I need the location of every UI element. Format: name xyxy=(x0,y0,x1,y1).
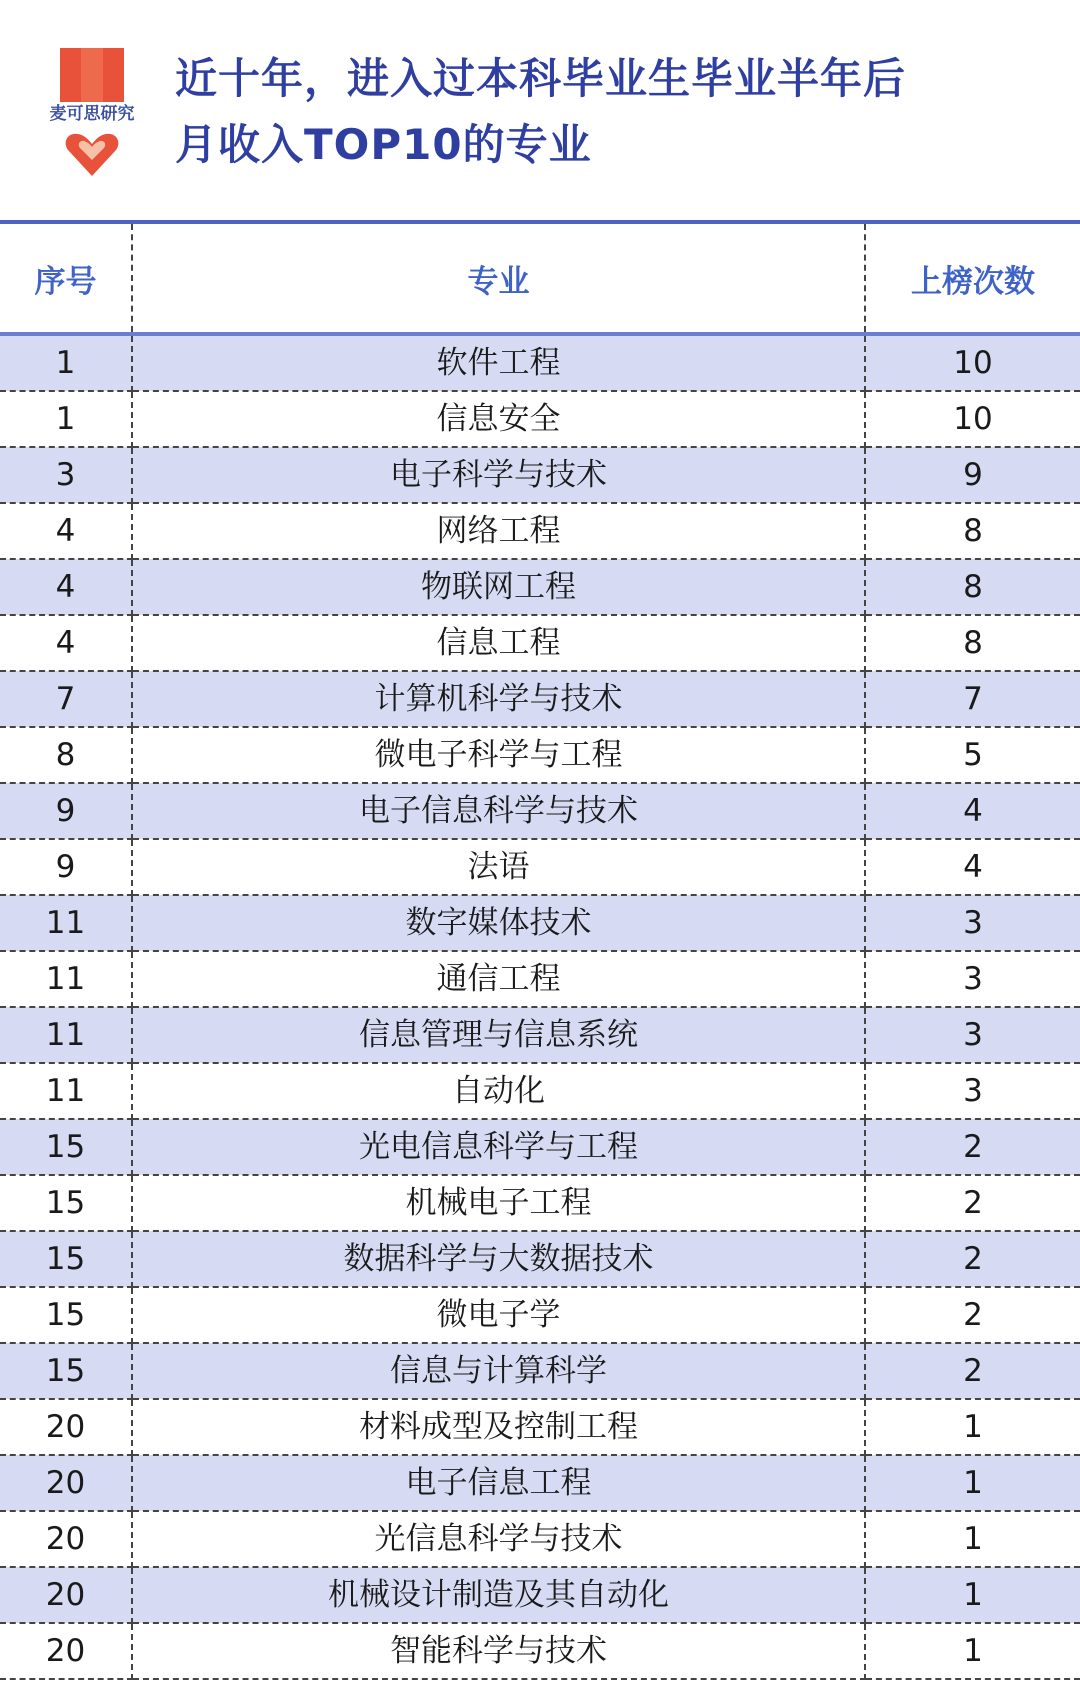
cell-count: 1 xyxy=(865,1511,1080,1567)
table-row xyxy=(0,1623,1080,1679)
cell-count: 4 xyxy=(865,839,1080,895)
table-row xyxy=(0,783,1080,839)
cell-major: 机械电子工程 xyxy=(132,1175,865,1231)
cell-rank: 15 xyxy=(0,1287,132,1343)
table-row xyxy=(0,839,1080,895)
table-row xyxy=(0,1343,1080,1399)
cell-rank: 11 xyxy=(0,1063,132,1119)
cell-count: 3 xyxy=(865,951,1080,1007)
cell-count: 8 xyxy=(865,615,1080,671)
cell-rank: 7 xyxy=(0,671,132,727)
cell-major: 微电子学 xyxy=(132,1287,865,1343)
cell-count: 7 xyxy=(865,671,1080,727)
cell-count: 2 xyxy=(865,1287,1080,1343)
cell-rank: 11 xyxy=(0,895,132,951)
cell-count: 2 xyxy=(865,1231,1080,1287)
cell-count: 2 xyxy=(865,1343,1080,1399)
cell-major: 电子信息科学与技术 xyxy=(132,783,865,839)
cell-major: 物联网工程 xyxy=(132,559,865,615)
table-row xyxy=(0,1287,1080,1343)
cell-rank: 15 xyxy=(0,1175,132,1231)
cell-major: 计算机科学与技术 xyxy=(132,671,865,727)
cell-major: 信息工程 xyxy=(132,615,865,671)
cell-major: 通信工程 xyxy=(132,951,865,1007)
cell-major: 机械设计制造及其自动化 xyxy=(132,1567,865,1623)
table-row xyxy=(0,1399,1080,1455)
cell-major: 光信息科学与技术 xyxy=(132,1511,865,1567)
table-row xyxy=(0,1231,1080,1287)
cell-rank: 15 xyxy=(0,1231,132,1287)
cell-rank: 20 xyxy=(0,1455,132,1511)
table-row xyxy=(0,671,1080,727)
cell-major: 电子科学与技术 xyxy=(132,447,865,503)
cell-count: 1 xyxy=(865,1399,1080,1455)
cell-rank: 20 xyxy=(0,1399,132,1455)
cell-count: 10 xyxy=(865,391,1080,447)
table-row xyxy=(0,447,1080,503)
table-row xyxy=(0,1511,1080,1567)
cell-count: 1 xyxy=(865,1455,1080,1511)
cell-rank: 1 xyxy=(0,391,132,447)
cell-count: 8 xyxy=(865,503,1080,559)
table-row xyxy=(0,334,1080,391)
cell-major: 法语 xyxy=(132,839,865,895)
header-major: 专业 xyxy=(132,224,865,334)
table-row xyxy=(0,1175,1080,1231)
page-header xyxy=(0,0,1080,220)
table-row xyxy=(0,895,1080,951)
cell-major: 电子信息工程 xyxy=(132,1455,865,1511)
cell-rank: 8 xyxy=(0,727,132,783)
cell-rank: 15 xyxy=(0,1343,132,1399)
table-header-row xyxy=(0,224,1080,334)
cell-major: 数据科学与大数据技术 xyxy=(132,1231,865,1287)
table-row xyxy=(0,1007,1080,1063)
table-row xyxy=(0,615,1080,671)
cell-major: 自动化 xyxy=(132,1063,865,1119)
table-row xyxy=(0,1455,1080,1511)
header-count: 上榜次数 xyxy=(865,224,1080,334)
cell-count: 3 xyxy=(865,895,1080,951)
table-row xyxy=(0,1567,1080,1623)
cell-major: 智能科学与技术 xyxy=(132,1623,865,1679)
table-body xyxy=(0,334,1080,1679)
cell-rank: 20 xyxy=(0,1567,132,1623)
cell-rank: 15 xyxy=(0,1119,132,1175)
cell-rank: 11 xyxy=(0,1007,132,1063)
title-line-2: 月收入TOP10的专业 xyxy=(175,120,592,169)
ranking-table xyxy=(0,224,1080,1680)
table-row xyxy=(0,503,1080,559)
table-row xyxy=(0,391,1080,447)
table-row xyxy=(0,1063,1080,1119)
cell-count: 2 xyxy=(865,1175,1080,1231)
cell-major: 数字媒体技术 xyxy=(132,895,865,951)
cell-major: 材料成型及控制工程 xyxy=(132,1399,865,1455)
cell-count: 3 xyxy=(865,1007,1080,1063)
cell-rank: 3 xyxy=(0,447,132,503)
logo-text: 麦可思研究 xyxy=(42,102,142,126)
cell-count: 2 xyxy=(865,1119,1080,1175)
cell-rank: 20 xyxy=(0,1623,132,1679)
ranking-table-container xyxy=(0,220,1080,1680)
cell-major: 微电子科学与工程 xyxy=(132,727,865,783)
cell-count: 10 xyxy=(865,334,1080,391)
cell-rank: 9 xyxy=(0,783,132,839)
table-row xyxy=(0,1119,1080,1175)
cell-rank: 4 xyxy=(0,615,132,671)
cell-rank: 9 xyxy=(0,839,132,895)
header-rank: 序号 xyxy=(0,224,132,334)
logo-bars xyxy=(60,48,124,108)
cell-count: 4 xyxy=(865,783,1080,839)
cell-major: 光电信息科学与工程 xyxy=(132,1119,865,1175)
cell-count: 1 xyxy=(865,1567,1080,1623)
cell-rank: 20 xyxy=(0,1511,132,1567)
cell-count: 8 xyxy=(865,559,1080,615)
table-row xyxy=(0,727,1080,783)
cell-major: 信息安全 xyxy=(132,391,865,447)
title-line-1: 近十年，进入过本科毕业生毕业半年后 xyxy=(175,54,907,103)
table-row xyxy=(0,951,1080,1007)
page-title xyxy=(175,46,1055,178)
cell-major: 信息与计算科学 xyxy=(132,1343,865,1399)
maikesi-logo xyxy=(42,48,142,173)
cell-count: 3 xyxy=(865,1063,1080,1119)
cell-count: 1 xyxy=(865,1623,1080,1679)
cell-count: 9 xyxy=(865,447,1080,503)
cell-rank: 4 xyxy=(0,503,132,559)
cell-rank: 11 xyxy=(0,951,132,1007)
cell-major: 网络工程 xyxy=(132,503,865,559)
cell-major: 信息管理与信息系统 xyxy=(132,1007,865,1063)
heart-icon xyxy=(64,130,120,178)
cell-major: 软件工程 xyxy=(132,334,865,391)
cell-rank: 1 xyxy=(0,334,132,391)
table-row xyxy=(0,559,1080,615)
cell-count: 5 xyxy=(865,727,1080,783)
cell-rank: 4 xyxy=(0,559,132,615)
